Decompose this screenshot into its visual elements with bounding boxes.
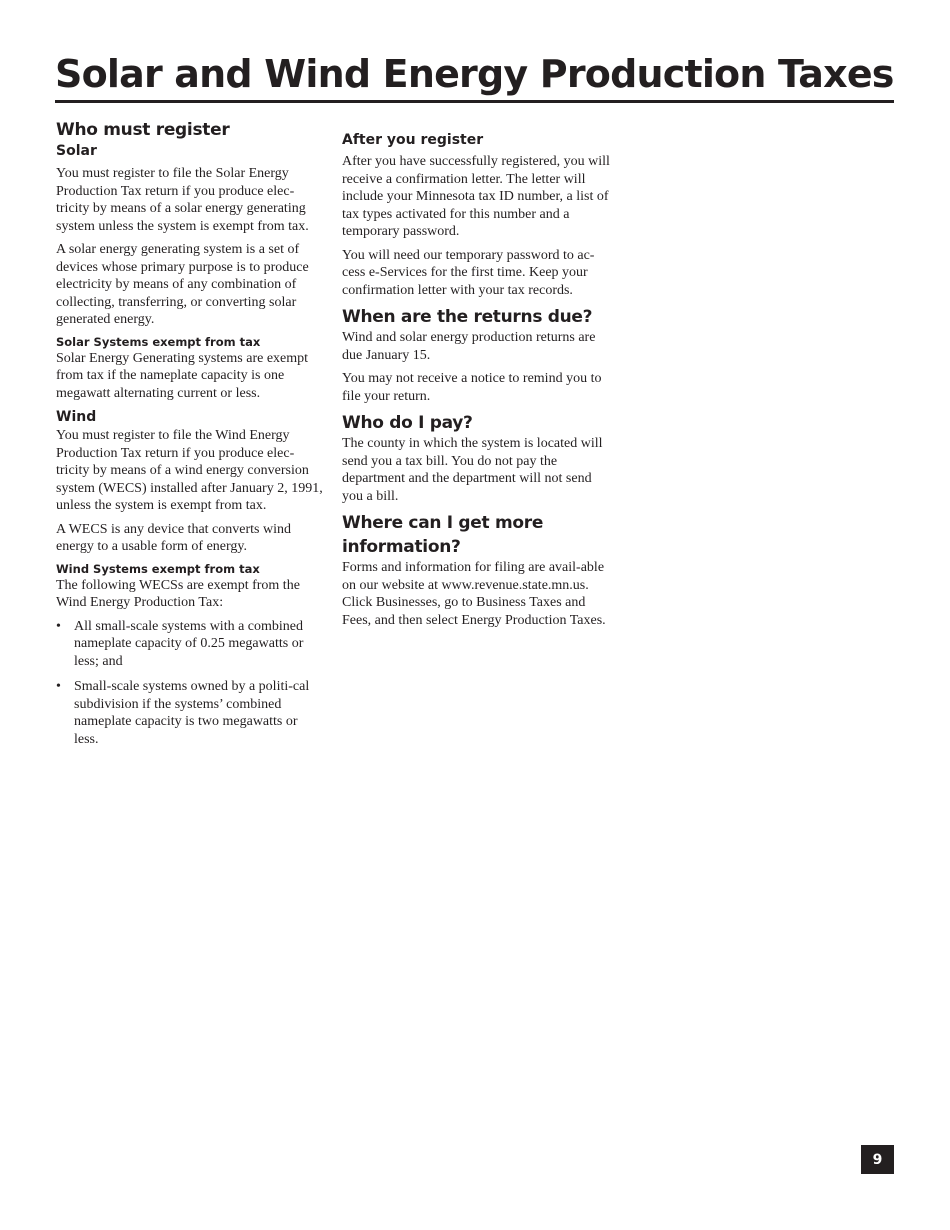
wind-exempt-heading: Wind Systems exempt from tax	[56, 561, 260, 576]
wind-exempt-list	[56, 618, 324, 749]
more-info-heading: Where can I get more information?	[342, 513, 544, 557]
who-pay-heading: Who do I pay?	[342, 413, 473, 433]
list-item-text: All small-scale systems with a combined nameplate capacity of 0.25 megawatts or less; and	[74, 618, 304, 669]
solar-exempt-text: Solar Energy Generating systems are exempt from tax if the nameplate capacity is one megawatt alternating current or less.	[56, 350, 309, 401]
after-register-paragraph: After you have successfully registered, you will receive a confirmation letter. The letter will include your Minnesota tax ID number, a list of tax types activated for this number and a temporary password.	[342, 154, 610, 239]
who-pay-paragraph: The county in which the system is located will send you a tax bill. You do not pay the department and the department will not send you a bill.	[342, 436, 603, 504]
wind-heading: Wind	[56, 409, 97, 425]
page-title: Solar and Wind Energy Production Taxes	[55, 52, 894, 96]
bullet-icon: •	[56, 618, 61, 634]
list-item	[56, 678, 324, 748]
returns-due-paragraph: You may not receive a notice to remind you to file your return.	[342, 371, 602, 404]
middle-column	[342, 130, 610, 635]
after-register-heading: After you register	[342, 132, 484, 148]
returns-due-paragraph: Wind and solar energy production returns are due January 15.	[342, 330, 596, 363]
solar-heading: Solar	[56, 143, 97, 159]
wind-paragraph: A WECS is any device that converts wind energy to a usable form of energy.	[56, 521, 291, 554]
left-column	[56, 118, 324, 756]
title-rule	[55, 100, 894, 103]
after-register-paragraph: You will need our temporary password to ac-cess e-Services for the first time. Keep your confirmation letter with your tax records.	[342, 247, 595, 298]
list-item	[56, 618, 324, 671]
more-info-paragraph: Forms and information for filing are avail-able on our website at www.revenue.state.mn.us. Click Businesses, go to Business Taxes and Fees, and then select Energy Production Taxes.	[342, 560, 606, 628]
who-must-register-heading: Who must register	[56, 120, 230, 140]
page-number: 9	[861, 1145, 894, 1174]
solar-paragraph: A solar energy generating system is a set of devices whose primary purpose is to produce electricity by means of any combination of collecting, transferring, or converting solar generated energy.	[56, 242, 309, 327]
wind-exempt-intro: The following WECSs are exempt from the Wind Energy Production Tax:	[56, 577, 300, 610]
solar-paragraph: You must register to file the Solar Energy Production Tax return if you produce elec-tricity by means of a solar energy generating system unless the system is exempt from tax.	[56, 166, 309, 234]
wind-paragraph: You must register to file the Wind Energy Production Tax return if you produce elec-tricity by means of a wind energy conversion system (WECS) installed after January 2, 1991, unless the system is exempt from tax.	[56, 428, 323, 513]
solar-exempt-heading: Solar Systems exempt from tax	[56, 334, 261, 349]
bullet-icon: •	[56, 679, 61, 694]
returns-due-heading: When are the returns due?	[342, 307, 593, 327]
list-item-text: Small-scale systems owned by a politi-cal subdivision if the systems’ combined nameplate capacity is two megawatts or less.	[74, 679, 310, 747]
